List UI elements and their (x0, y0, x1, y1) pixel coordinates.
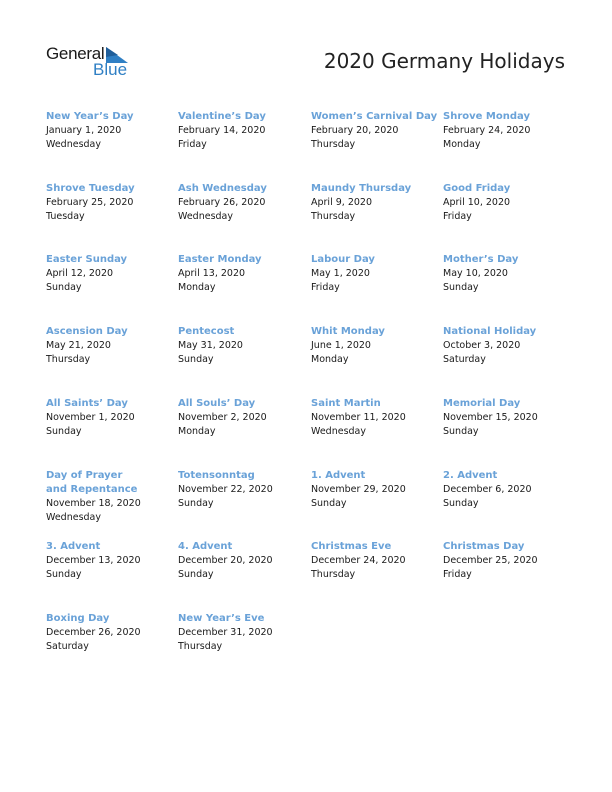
holiday-entry (178, 612, 308, 654)
holiday-date: December 31, 2020 (178, 627, 273, 638)
holiday-weekday: Sunday (443, 426, 479, 437)
holiday-entry (311, 182, 441, 224)
holiday-name: Valentine’s Day (178, 111, 266, 122)
holiday-name: Ash Wednesday (178, 183, 267, 194)
holiday-name: Shrove Monday (443, 111, 530, 122)
holiday-entry (443, 182, 573, 224)
holiday-date: October 3, 2020 (443, 340, 521, 351)
holiday-entry (311, 325, 441, 367)
holiday-entry (178, 253, 308, 295)
holiday-date: April 9, 2020 (311, 197, 372, 208)
holiday-weekday: Thursday (46, 354, 91, 365)
holiday-entry (311, 110, 441, 152)
holiday-entry (443, 397, 573, 439)
holiday-date: November 11, 2020 (311, 412, 406, 423)
holiday-date: June 1, 2020 (311, 340, 371, 351)
holiday-name: 2. Advent (443, 470, 498, 481)
logo-text-general: General (46, 44, 105, 63)
holiday-date: November 29, 2020 (311, 484, 406, 495)
holiday-weekday: Monday (443, 139, 481, 150)
holiday-entry (178, 325, 308, 367)
holiday-weekday: Wednesday (46, 139, 102, 150)
holiday-name: Memorial Day (443, 398, 521, 409)
holiday-entry (46, 110, 176, 152)
holiday-name: Ascension Day (46, 326, 128, 337)
holiday-weekday: Thursday (311, 211, 356, 222)
holiday-date: February 24, 2020 (443, 125, 531, 136)
holiday-date: May 31, 2020 (178, 340, 243, 351)
holiday-name: Labour Day (311, 254, 375, 265)
holiday-date: December 26, 2020 (46, 627, 141, 638)
holiday-name: Mother’s Day (443, 254, 519, 265)
holiday-weekday: Wednesday (311, 426, 367, 437)
holiday-name: All Saints’ Day (46, 398, 128, 409)
holiday-weekday: Monday (178, 282, 216, 293)
holiday-date: December 6, 2020 (443, 484, 532, 495)
holiday-entry (178, 110, 308, 152)
holiday-weekday: Sunday (178, 569, 214, 580)
holiday-weekday: Saturday (443, 354, 486, 365)
holiday-date: November 15, 2020 (443, 412, 538, 423)
holiday-entry (443, 469, 573, 511)
page-title: 2020 Germany Holidays (323, 49, 565, 73)
holiday-name: Day of Prayer and Repentance (46, 470, 138, 495)
holiday-name: Women’s Carnival Day (311, 111, 438, 122)
holiday-entry (178, 397, 308, 439)
general-blue-logo (46, 44, 136, 80)
holiday-weekday: Thursday (311, 139, 356, 150)
holiday-name: New Year’s Day (46, 111, 134, 122)
holiday-entry (46, 469, 176, 525)
holiday-weekday: Friday (311, 282, 340, 293)
holiday-date: November 18, 2020 (46, 498, 141, 509)
holiday-name: Easter Sunday (46, 254, 128, 265)
holiday-entry (443, 253, 573, 295)
holiday-name: Shrove Tuesday (46, 183, 135, 194)
holiday-name: Good Friday (443, 183, 511, 194)
holiday-name: Easter Monday (178, 254, 262, 265)
holiday-name: Saint Martin (311, 398, 381, 409)
holiday-entry (46, 182, 176, 224)
holiday-date: November 2, 2020 (178, 412, 267, 423)
holiday-weekday: Wednesday (178, 211, 234, 222)
holiday-date: December 25, 2020 (443, 555, 538, 566)
holiday-entry (311, 253, 441, 295)
holiday-name: Totensonntag (178, 470, 255, 481)
holiday-weekday: Wednesday (46, 512, 102, 523)
holiday-name: Christmas Eve (311, 541, 392, 552)
holiday-date: December 20, 2020 (178, 555, 273, 566)
holiday-weekday: Sunday (443, 282, 479, 293)
holiday-date: November 22, 2020 (178, 484, 273, 495)
holiday-name: 1. Advent (311, 470, 366, 481)
holiday-entry (311, 469, 441, 511)
holiday-weekday: Monday (311, 354, 349, 365)
holiday-date: December 13, 2020 (46, 555, 141, 566)
holiday-date: May 10, 2020 (443, 268, 508, 279)
holiday-weekday: Tuesday (46, 211, 85, 222)
holiday-weekday: Sunday (178, 498, 214, 509)
holiday-weekday: Friday (443, 211, 472, 222)
holiday-date: April 10, 2020 (443, 197, 511, 208)
holiday-name: National Holiday (443, 326, 537, 337)
holiday-entry (46, 397, 176, 439)
holiday-weekday: Sunday (178, 354, 214, 365)
holiday-date: April 13, 2020 (178, 268, 246, 279)
holiday-entry (46, 540, 176, 582)
holiday-entry (311, 397, 441, 439)
holiday-entry (178, 540, 308, 582)
holiday-date: February 20, 2020 (311, 125, 399, 136)
holiday-weekday: Thursday (311, 569, 356, 580)
holiday-date: November 1, 2020 (46, 412, 135, 423)
holiday-weekday: Friday (178, 139, 207, 150)
holiday-name: All Souls’ Day (178, 398, 256, 409)
holiday-date: December 24, 2020 (311, 555, 406, 566)
holiday-weekday: Saturday (46, 641, 89, 652)
holiday-name: 3. Advent (46, 541, 101, 552)
holiday-date: February 14, 2020 (178, 125, 266, 136)
holiday-date: May 21, 2020 (46, 340, 111, 351)
holiday-name: Maundy Thursday (311, 183, 412, 194)
holiday-weekday: Thursday (178, 641, 223, 652)
holiday-weekday: Sunday (46, 569, 82, 580)
holiday-entry (443, 110, 573, 152)
holiday-date: February 26, 2020 (178, 197, 266, 208)
holiday-entry (443, 540, 573, 582)
holiday-weekday: Sunday (46, 282, 82, 293)
holiday-name: 4. Advent (178, 541, 233, 552)
holiday-entry (178, 182, 308, 224)
holiday-entry (311, 540, 441, 582)
holiday-name: Boxing Day (46, 613, 110, 624)
holiday-name: New Year’s Eve (178, 613, 265, 624)
holiday-entry (46, 612, 176, 654)
holiday-name: Christmas Day (443, 541, 525, 552)
holiday-date: February 25, 2020 (46, 197, 134, 208)
holiday-weekday: Monday (178, 426, 216, 437)
holiday-name: Pentecost (178, 326, 235, 337)
holiday-weekday: Sunday (311, 498, 347, 509)
holiday-entry (178, 469, 308, 511)
logo-text-blue: Blue (93, 60, 128, 79)
holiday-entry (46, 325, 176, 367)
holiday-date: January 1, 2020 (46, 125, 122, 136)
holiday-name: Whit Monday (311, 326, 385, 337)
holiday-date: April 12, 2020 (46, 268, 114, 279)
holiday-weekday: Sunday (46, 426, 82, 437)
holiday-date: May 1, 2020 (311, 268, 370, 279)
holiday-weekday: Friday (443, 569, 472, 580)
holiday-entry (443, 325, 573, 367)
holiday-entry (46, 253, 176, 295)
holiday-weekday: Sunday (443, 498, 479, 509)
